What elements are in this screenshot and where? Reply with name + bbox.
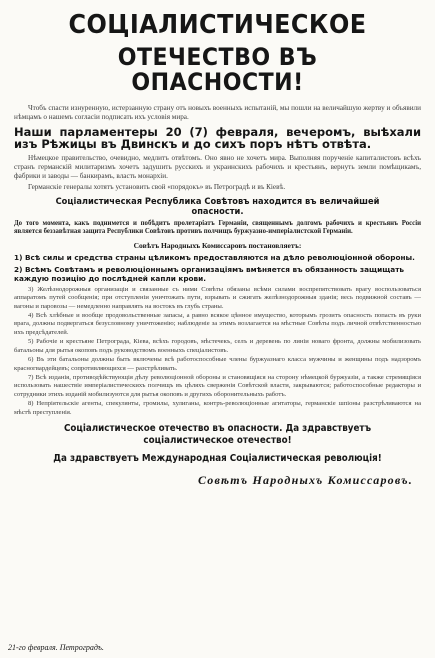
slogan-line-2: Да здравствуетъ Международная Соціалистическая революція! (53, 452, 382, 464)
headline: Наши парламентеры 20 (7) февраля, вечеромъ, выѣхали изъ Рѣжицы въ Двинскъ и до сихъ поръ нѣтъ отвѣта. (14, 124, 421, 151)
title-line-1: СОЦІАЛИСТИЧЕСКОЕ (68, 10, 367, 40)
paragraph-3: Германскіе генералы хотятъ установить свой «порядокъ» въ Петроградѣ и въ Кіевѣ. (28, 182, 286, 191)
dateline: 21-го февраля. Петроградъ. (8, 643, 104, 652)
title-line-2: ОТЕЧЕСТВО ВЪ ОПАСНОСТИ! (117, 43, 318, 97)
decree-item-3: 3) Желѣзнодорожныя организаціи и связанные съ ними Совѣты обязаны всѣми силами воспрепятствовать врагу воспользоваться аппаратомъ путей сообщенія; при отступленіи уничтожать пути, взрывать и сжигать желѣзнодорожныя зданія; весь подвижной составъ — вагоны и паровозы — немедленно направлять на востокъ въ глубь страны. (14, 285, 421, 310)
decree-point-2: 2) Всѣмъ Совѣтамъ и революціоннымъ организаціямъ вмѣняется въ обязанность защищать каждую позицію до послѣдней капли крови. (14, 264, 405, 283)
republic-in-danger-subhead: Соціалистическая Республика Совѣтовъ находится въ величайшей опасности. (55, 196, 380, 217)
paragraph-2: Нѣмецкое правительство, очевидно, медлитъ отвѣтомъ. Оно явно не хочетъ мира. Выполняя порученіе капиталистовъ всѣхъ странъ германскій милитаризмъ хочетъ задушить русскихъ и украинскихъ рабочихъ и крестьянъ, вернуть земли помѣщикамъ, фабрики и заводы — банкирамъ, власть монархіи. (14, 153, 421, 180)
decree-point-1: 1) Всѣ силы и средства страны цѣликомъ предоставляются на дѣло революціонной обороны. (14, 252, 415, 262)
decree-item-4: 4) Всѣ хлѣбные и вообще продовольственные запасы, а равно всякое цѣнное имущество, которымъ грозитъ опасность попасть въ руки врага, должны подвергаться безусловному уничтоженію; наблюденіе за этимъ возлагается на мѣстные Совѣты подъ личной отвѣтственностью ихъ предсѣдателей. (14, 312, 421, 336)
bold-paragraph: До того момента, какъ поднимется и побѣдитъ пролетаріатъ Германіи, священнымъ долгомъ рабочихъ и крестьянъ Россіи является беззавѣтная защита Республики Совѣтовъ противъ полчищъ буржуазно-имперіалистской Германіи. (14, 219, 421, 236)
decree-item-8: 8) Непріятельскіе агенты, спекулянты, громилы, хулиганы, контръ-революціонные агитаторы, германскіе шпіоны разстрѣливаются на мѣстѣ преступленія. (14, 400, 421, 416)
decree-item-5: 5) Рабочіе и крестьяне Петрограда, Кіева, всѣхъ городовъ, мѣстечекъ, селъ и деревень по линіи новаго фронта, должны мобилизовать батальоны для рытья окоповъ подъ руководствомъ военныхъ спеціалистовъ. (14, 338, 421, 354)
decree-item-7: 7) Всѣ изданія, противодѣйствующія дѣлу революціонной обороны и становящіяся на сторону нѣмецкой буржуазіи, а также стремящіяся использовать нашествіе имперіалистическихъ полчищъ въ цѣляхъ сверженія Совѣтской власти, закрываются; работоспособные редакторы и сотрудники этихъ изданій мобилизуются для рытья окоповъ и другихъ оборонительныхъ работъ. (14, 373, 421, 398)
decree-item-6: 6) Въ эти батальоны должны быть включены всѣ работоспособные члены буржуазнаго класса мужчины и женщины подъ надзоромъ красногвардейцевъ; сопротивляющихся — разстрѣливать. (14, 356, 421, 372)
intro-paragraph: Чтобъ спасти изнуренную, истерзанную страну отъ новыхъ военныхъ испытаній, мы пошли на величайшую жертву и объявили нѣмцамъ о нашемъ согласіи подписать ихъ условія мира. (14, 103, 421, 121)
slogan-line-1: Соціалистическое отечество въ опасности. Да здравствуетъ соціалистическое отечество! (63, 422, 372, 446)
signature: Совѣтъ Народныхъ Комиссаровъ. (197, 472, 413, 487)
decree-intro: Совѣтъ Народныхъ Комиссаровъ постановляетъ: (133, 240, 302, 250)
